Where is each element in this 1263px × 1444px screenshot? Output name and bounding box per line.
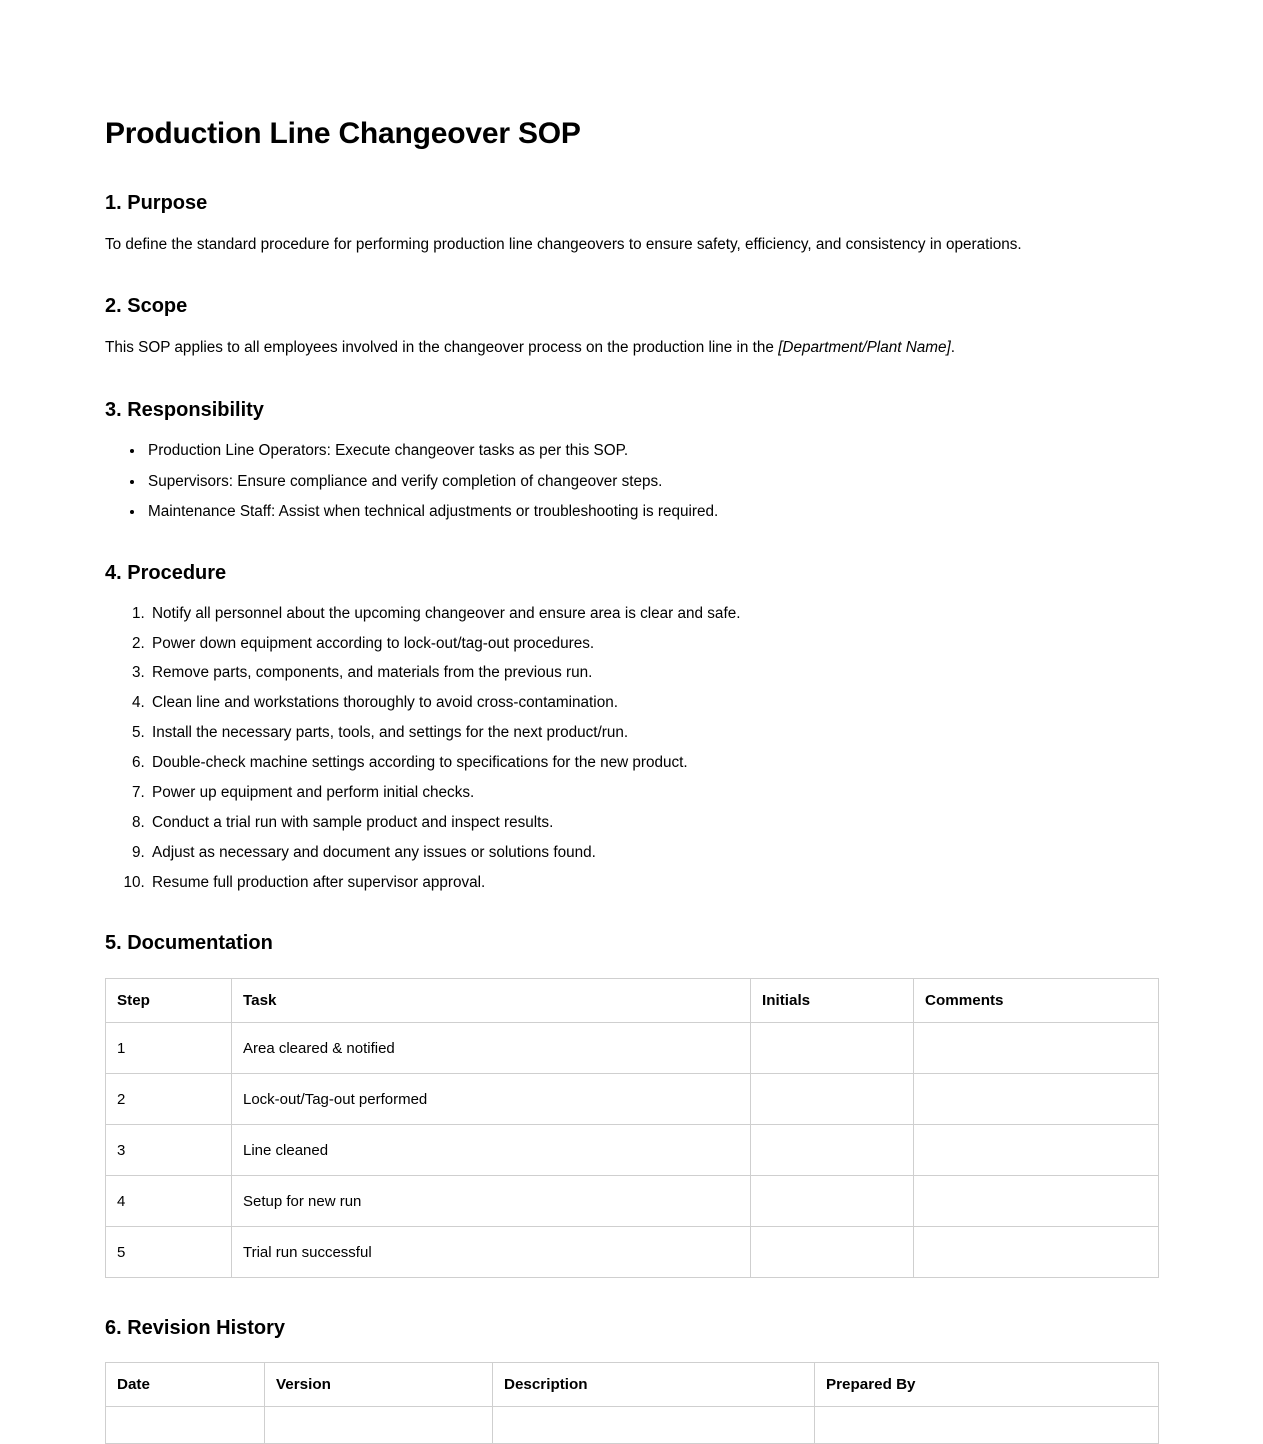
cell-comments[interactable] — [914, 1176, 1159, 1227]
cell-step: 2 — [106, 1074, 232, 1125]
scope-text-prefix: This SOP applies to all employees involved in the changeover process on the production line in the — [105, 339, 779, 357]
cell-initials[interactable] — [751, 1074, 914, 1125]
column-header-description: Description — [493, 1363, 815, 1407]
scope-placeholder: [Department/Plant Name] — [778, 339, 951, 357]
responsibility-list — [105, 423, 1158, 522]
cell-comments[interactable] — [914, 1023, 1159, 1074]
cell-initials[interactable] — [751, 1023, 914, 1074]
cell-initials[interactable] — [751, 1227, 914, 1278]
list-item: • Production Line Operators: Execute changeover tasks as per this SOP. — [145, 440, 1158, 461]
documentation-table — [105, 978, 1159, 1278]
section-heading-documentation: 5. Documentation — [105, 932, 273, 955]
cell-task: Area cleared & notified — [232, 1023, 751, 1074]
cell-date[interactable] — [106, 1407, 265, 1444]
scope-text-suffix: . — [950, 339, 956, 357]
document-content — [105, 0, 1158, 1444]
cell-task: Lock-out/Tag-out performed — [232, 1074, 751, 1125]
purpose-paragraph: To define the standard procedure for performing production line changeovers to ensure safety, efficiency, and consistency in operations. — [105, 235, 1022, 253]
table-row — [106, 1227, 1159, 1278]
list-item: • Supervisors: Ensure compliance and verify completion of changeover steps. — [145, 471, 1158, 492]
list-item: 6. Double-check machine settings according to specifications for the new product. — [149, 752, 1158, 773]
column-header-step: Step — [106, 979, 232, 1023]
revision-history-table — [105, 1362, 1159, 1444]
cell-comments[interactable] — [914, 1125, 1159, 1176]
cell-comments[interactable] — [914, 1074, 1159, 1125]
list-item: 7. Power up equipment and perform initial checks. — [149, 782, 1158, 803]
table-row — [106, 1023, 1159, 1074]
cell-step: 5 — [106, 1227, 232, 1278]
cell-initials[interactable] — [751, 1176, 914, 1227]
table-header-row — [106, 1363, 1159, 1407]
list-item: 10. Resume full production after supervisor approval. — [149, 872, 1158, 893]
list-item: 2. Power down equipment according to lock-out/tag-out procedures. — [149, 633, 1158, 654]
table-header-row — [106, 979, 1159, 1023]
table-row — [106, 1074, 1159, 1125]
column-header-comments: Comments — [914, 979, 1159, 1023]
cell-description[interactable] — [493, 1407, 815, 1444]
list-item: 8. Conduct a trial run with sample product and inspect results. — [149, 812, 1158, 833]
scope-paragraph — [105, 319, 1158, 360]
column-header-prepared-by: Prepared By — [815, 1363, 1159, 1407]
section-heading-procedure: 4. Procedure — [105, 561, 227, 584]
list-item: 4. Clean line and workstations thoroughly to avoid cross-contamination. — [149, 692, 1158, 713]
column-header-version: Version — [265, 1363, 493, 1407]
column-header-task: Task — [232, 979, 751, 1023]
cell-step: 1 — [106, 1023, 232, 1074]
cell-initials[interactable] — [751, 1125, 914, 1176]
list-item: 3. Remove parts, components, and materials from the previous run. — [149, 662, 1158, 683]
cell-step: 4 — [106, 1176, 232, 1227]
procedure-list — [105, 586, 1158, 894]
table-row — [106, 1125, 1159, 1176]
section-heading-purpose: 1. Purpose — [105, 191, 208, 214]
cell-comments[interactable] — [914, 1227, 1159, 1278]
column-header-date: Date — [106, 1363, 265, 1407]
cell-task: Line cleaned — [232, 1125, 751, 1176]
column-header-initials: Initials — [751, 979, 914, 1023]
list-item: 1. Notify all personnel about the upcoming changeover and ensure area is clear and safe. — [149, 603, 1158, 624]
cell-version[interactable] — [265, 1407, 493, 1444]
cell-task: Trial run successful — [232, 1227, 751, 1278]
cell-prepared-by[interactable] — [815, 1407, 1159, 1444]
list-item: • Maintenance Staff: Assist when technical adjustments or troubleshooting is required. — [145, 501, 1158, 522]
cell-task: Setup for new run — [232, 1176, 751, 1227]
cell-step: 3 — [106, 1125, 232, 1176]
section-heading-revision-history: 6. Revision History — [105, 1317, 286, 1340]
table-row — [106, 1407, 1159, 1444]
list-item: 5. Install the necessary parts, tools, and settings for the next product/run. — [149, 722, 1158, 743]
page-title: Production Line Changeover SOP — [105, 117, 581, 150]
section-heading-scope: 2. Scope — [105, 295, 188, 318]
table-row — [106, 1176, 1159, 1227]
list-item: 9. Adjust as necessary and document any issues or solutions found. — [149, 842, 1158, 863]
section-heading-responsibility: 3. Responsibility — [105, 399, 264, 422]
